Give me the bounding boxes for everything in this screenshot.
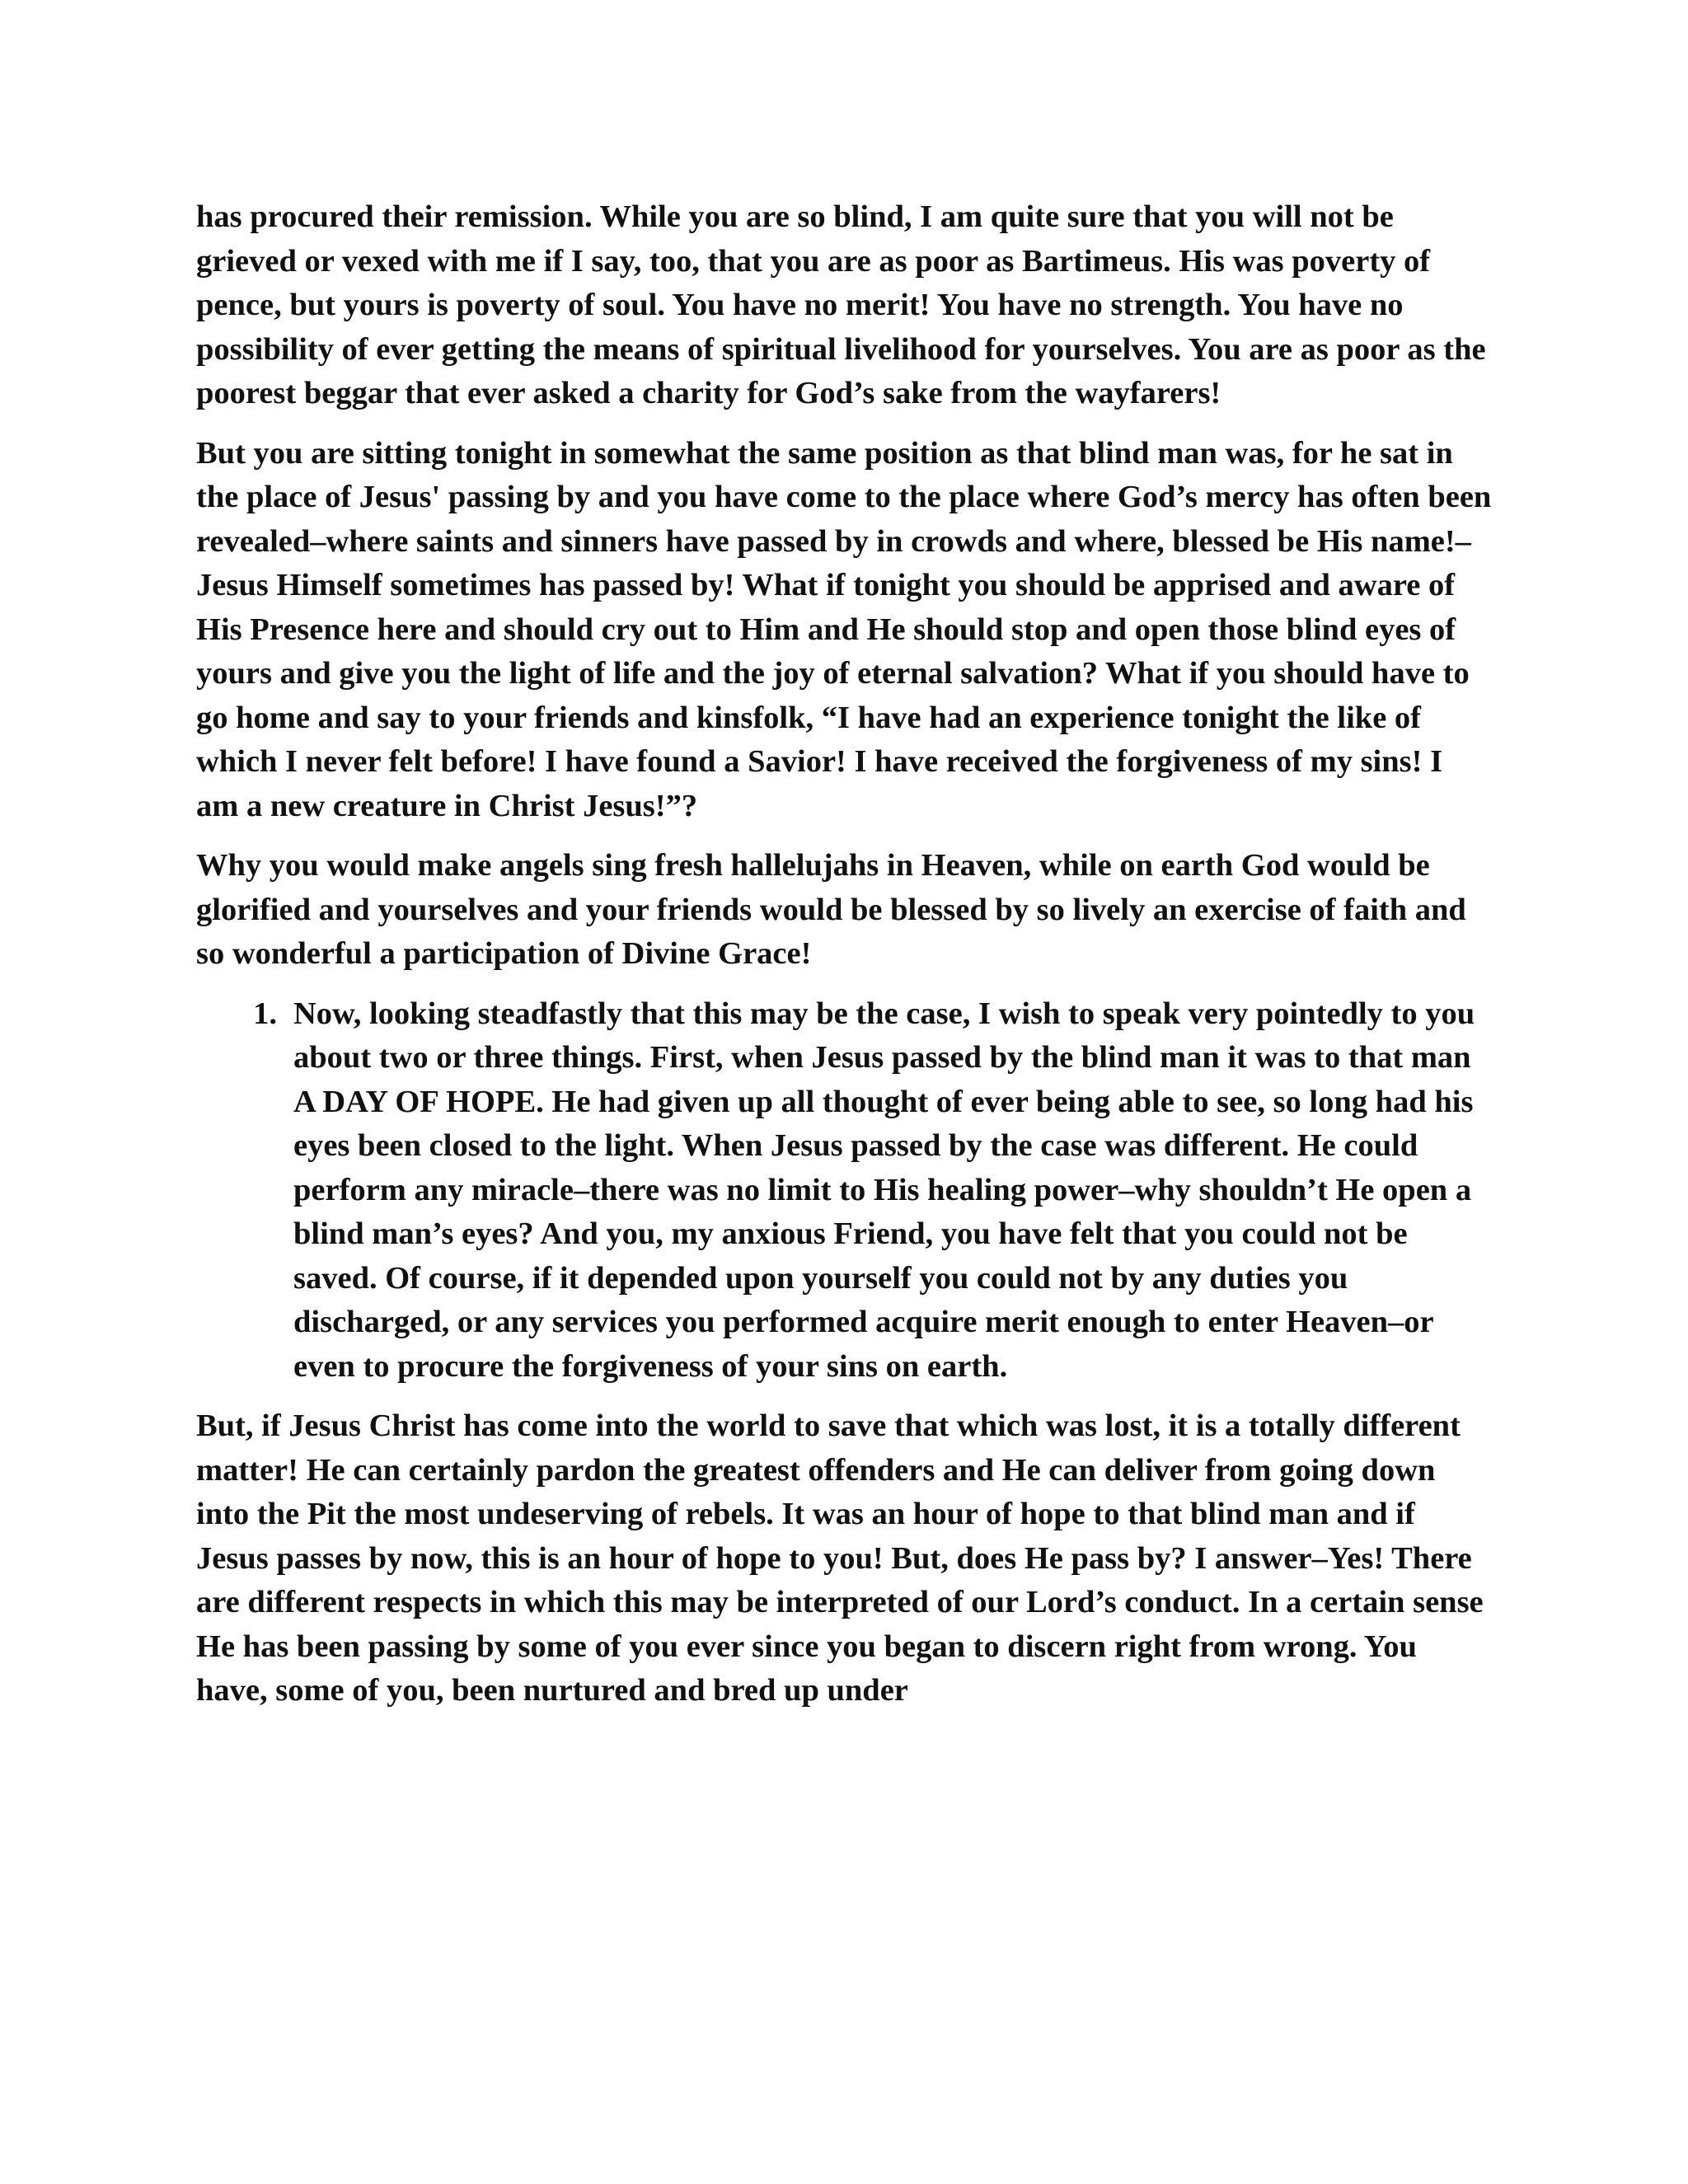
list-number: 1. bbox=[253, 996, 277, 1031]
document-page bbox=[196, 195, 1492, 1729]
paragraph-angels: Why you would make angels sing fresh hallelujahs in Heaven, while on earth God would be glorified and yourselves and your friends would be blessed by so lively an exercise of faith and so wonderful a participation of Divine Grace! bbox=[196, 848, 1466, 971]
paragraph-position: But you are sitting tonight in somewhat the same position as that blind man was, for he sat in the place of Jesus' passing by and you have come to the place where God’s mercy has often been revealed–where saints and sinners have passed by in crowds and where, blessed be His name!–Jesus Himself sometimes has passed by! What if tonight you should be apprised and aware of His Presence here and should cry out to Him and He should stop and open those blind eyes of yours and give you the light of life and the joy of eternal salvation? What if you should have to go home and say to your friends and kinsfolk, “I have had an experience tonight the like of which I never felt before! I have found a Savior! I have received the forgiveness of my sins! I am a new creature in Christ Jesus!”? bbox=[196, 435, 1492, 823]
paragraph-poverty: has procured their remission. While you are so blind, I am quite sure that you will not be grieved or vexed with me if I say, too, that you are as poor as Bartimeus. His was poverty of pence, but yours is poverty of soul. You have no merit! You have no strength. You have no possibility of ever getting the means of spiritual livelihood for yourselves. You are as poor as the poorest beggar that ever asked a charity for God’s sake from the wayfarers! bbox=[196, 199, 1486, 410]
list-item-text: Now, looking steadfastly that this may be the case, I wish to speak very pointedly to you about two or three things. First, when Jesus passed by the blind man it was to that man A DAY OF HOPE. He had given up all thought of ever being able to see, so long had his eyes been closed to the light. When Jesus passed by the case was different. He could perform any miracle–there was no limit to His healing power–why shouldn’t He open a blind man’s eyes? And you, my anxious Friend, you have felt that you could not be saved. Of course, if it depended upon yourself you could not by any duties you discharged, or any services you performed acquire merit enough to enter Heaven–or even to procure the forgiveness of your sins on earth. bbox=[293, 996, 1475, 1384]
numbered-item bbox=[196, 992, 1492, 1390]
paragraph-hope: But, if Jesus Christ has come into the world to save that which was lost, it is a totally different matter! He can certainly pardon the greatest offenders and He can deliver from going down into the Pit the most undeserving of rebels. It was an hour of hope to that blind man and if Jesus passes by now, this is an hour of hope to you! But, does He pass by? I answer–Yes! There are different respects in which this may be interpreted of our Lord’s conduct. In a certain sense He has been passing by some of you ever since you began to discern right from wrong. You have, some of you, been nurtured and bred up under bbox=[196, 1408, 1484, 1708]
